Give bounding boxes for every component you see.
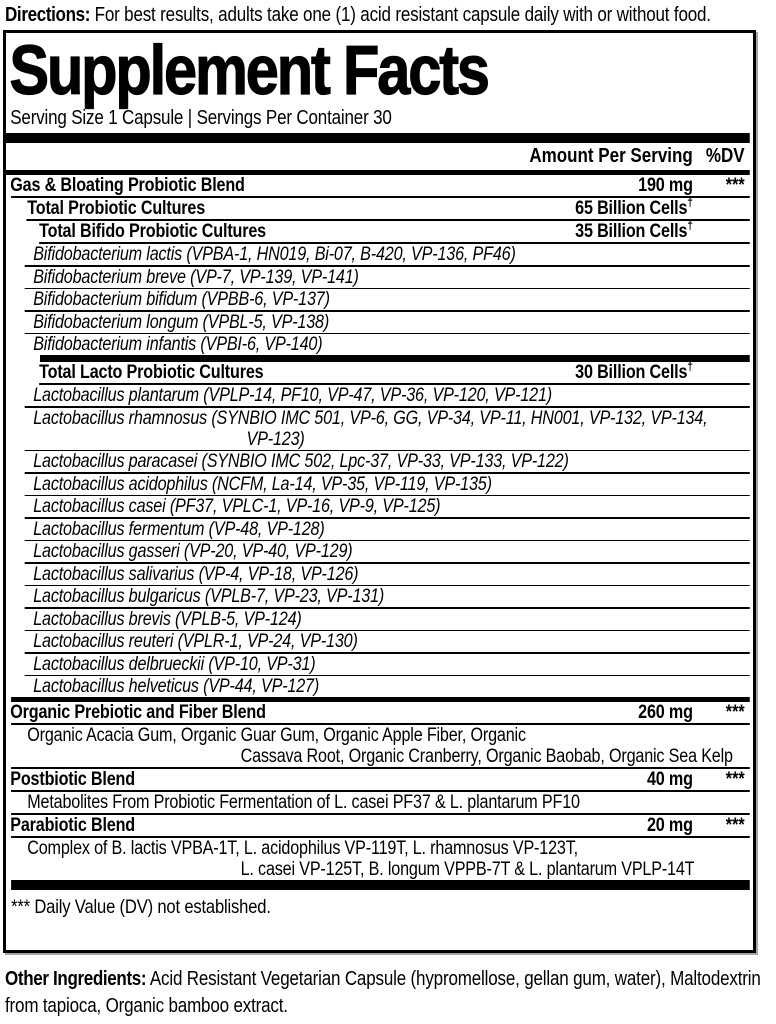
row-name: Bifidobacterium breve (VP-7, VP-139, VP-141) xyxy=(33,266,359,288)
directions-body: For best results, adults take one (1) acid resistant capsule daily with or without food. xyxy=(90,4,711,26)
table-row xyxy=(6,218,753,242)
row-dv: *** xyxy=(725,815,745,836)
table-row xyxy=(6,334,753,355)
divider-rule xyxy=(11,880,750,890)
row-name-line: Complex of B. lactis VPBA-1T, L. acidophilus VP-119T, L. rhamnosus VP-123T, xyxy=(27,838,578,859)
row-name: Metabolites From Probiotic Fermentation of L. casei PF37 & L. plantarum PF10 xyxy=(27,792,580,813)
row-dv: *** xyxy=(725,702,745,723)
supplement-facts-panel xyxy=(3,30,756,953)
row-name xyxy=(33,408,753,450)
row-name: Organic Prebiotic and Fiber Blend xyxy=(10,702,266,723)
row-name: Lactobacillus plantarum (VPLP-14, PF10, VP-47, VP-36, VP-120, VP-121) xyxy=(33,385,553,406)
row-amount: 30 Billion Cells† xyxy=(575,359,693,383)
table-row xyxy=(6,631,753,652)
row-name-line: VP-123) xyxy=(246,428,305,450)
table-row xyxy=(6,385,753,406)
divider-rule xyxy=(40,355,750,362)
panel-title: Supplement Facts xyxy=(9,31,488,109)
row-name: Lactobacillus helveticus (VP-44, VP-127) xyxy=(33,676,320,697)
row-name-line: Organic Acacia Gum, Organic Guar Gum, Organic Apple Fiber, Organic xyxy=(27,725,526,746)
row-name: Parabiotic Blend xyxy=(10,815,135,836)
row-amount: 65 Billion Cells† xyxy=(575,195,693,219)
table-row xyxy=(6,586,753,607)
table-row xyxy=(6,359,753,383)
row-name: Total Probiotic Cultures xyxy=(27,198,206,219)
divider-rule xyxy=(6,133,750,143)
table-row xyxy=(6,769,753,790)
directions-text xyxy=(5,3,776,27)
table-row xyxy=(6,195,753,219)
other-ingredients-body1: Acid Resistant Vegetarian Capsule (hypromellose, gellan gum, water), Maltodextrin xyxy=(146,968,761,990)
row-name-line: Lactobacillus rhamnosus (SYNBIO IMC 501, VP-6, GG, VP-34, VP-11, HN001, VP-132, VP-134, xyxy=(33,407,708,429)
table-row xyxy=(6,267,753,288)
row-name: Lactobacillus casei (PF37, VPLC-1, VP-16, VP-9, VP-125) xyxy=(33,496,441,517)
table-row xyxy=(6,289,753,310)
row-dv: *** xyxy=(725,175,745,196)
table-row xyxy=(6,541,753,562)
row-name: Bifidobacterium bifidum (VPBB-6, VP-137) xyxy=(33,289,330,310)
dagger-footnote-marker: † xyxy=(687,359,693,374)
table-row xyxy=(6,654,753,675)
row-name: Lactobacillus reuteri (VPLR-1, VP-24, VP-130) xyxy=(33,631,358,652)
row-name: Bifidobacterium longum (VPBL-5, VP-138) xyxy=(33,311,330,333)
directions-label: Directions: xyxy=(5,4,91,26)
column-header-amount: Amount Per Serving xyxy=(529,145,693,167)
row-name xyxy=(27,725,753,767)
row-name: Lactobacillus fermentum (VP-48, VP-128) xyxy=(33,518,325,540)
table-row xyxy=(6,408,753,450)
row-name: Postbiotic Blend xyxy=(10,769,135,790)
table-row xyxy=(6,676,753,697)
table-row xyxy=(6,838,753,880)
row-name-line: Cassava Root, Organic Cranberry, Organic Baobab, Organic Sea Kelp xyxy=(240,746,733,767)
table-row xyxy=(6,474,753,495)
column-header-row xyxy=(6,143,753,170)
row-name xyxy=(27,838,753,880)
row-name: Lactobacillus paracasei (SYNBIO IMC 502, Lpc-37, VP-33, VP-133, VP-122) xyxy=(33,451,569,472)
table-row xyxy=(6,175,753,196)
row-name: Bifidobacterium lactis (VPBA-1, HN019, Bi-07, B-420, VP-136, PF46) xyxy=(33,244,516,265)
row-amount: 35 Billion Cells† xyxy=(575,218,693,242)
row-name: Gas & Bloating Probiotic Blend xyxy=(10,175,245,196)
row-name: Lactobacillus gasseri (VP-20, VP-40, VP-129) xyxy=(33,541,353,562)
row-name: Lactobacillus delbrueckii (VP-10, VP-31) xyxy=(33,653,316,675)
table-row xyxy=(6,564,753,585)
row-name: Lactobacillus salivarius (VP-4, VP-18, VP-126) xyxy=(33,563,359,585)
column-header-dv: %DV xyxy=(705,145,745,167)
table-row xyxy=(6,312,753,333)
other-ingredients-line1 xyxy=(5,966,776,993)
other-ingredients-label: Other Ingredients: xyxy=(5,968,147,990)
row-name: Total Bifido Probiotic Cultures xyxy=(39,221,266,242)
ingredient-table xyxy=(6,175,753,890)
dagger-footnote-marker: † xyxy=(687,195,693,210)
row-amount: 190 mg xyxy=(638,175,693,196)
other-ingredients-text xyxy=(5,966,776,1020)
row-amount: 20 mg xyxy=(646,815,693,836)
table-row xyxy=(6,451,753,472)
row-name: Bifidobacterium infantis (VPBI-6, VP-140) xyxy=(33,334,323,355)
other-ingredients-line2: from tapioca, Organic bamboo extract. xyxy=(5,995,288,1017)
table-row xyxy=(6,244,753,265)
table-row xyxy=(6,725,753,767)
row-amount: 260 mg xyxy=(638,702,693,723)
table-row xyxy=(6,702,753,723)
table-row xyxy=(6,496,753,517)
table-row xyxy=(6,815,753,836)
row-name: Total Lacto Probiotic Cultures xyxy=(39,362,264,383)
row-name: Lactobacillus brevis (VPLB-5, VP-124) xyxy=(33,608,302,630)
daily-value-footnote: *** Daily Value (DV) not established. xyxy=(11,896,271,918)
row-amount: 40 mg xyxy=(646,769,693,790)
row-name: Lactobacillus bulgaricus (VPLB-7, VP-23, VP-131) xyxy=(33,586,385,607)
table-row xyxy=(6,519,753,540)
table-row xyxy=(6,792,753,813)
table-row xyxy=(6,609,753,630)
dagger-footnote-marker: † xyxy=(687,218,693,233)
row-name-line: L. casei VP-125T, B. longum VPPB-7T & L. plantarum VPLP-14T xyxy=(240,859,695,880)
row-name: Lactobacillus acidophilus (NCFM, La-14, VP-35, VP-119, VP-135) xyxy=(33,473,492,495)
serving-info: Serving Size 1 Capsule | Servings Per Container 30 xyxy=(10,107,392,129)
row-dv: *** xyxy=(725,769,745,790)
